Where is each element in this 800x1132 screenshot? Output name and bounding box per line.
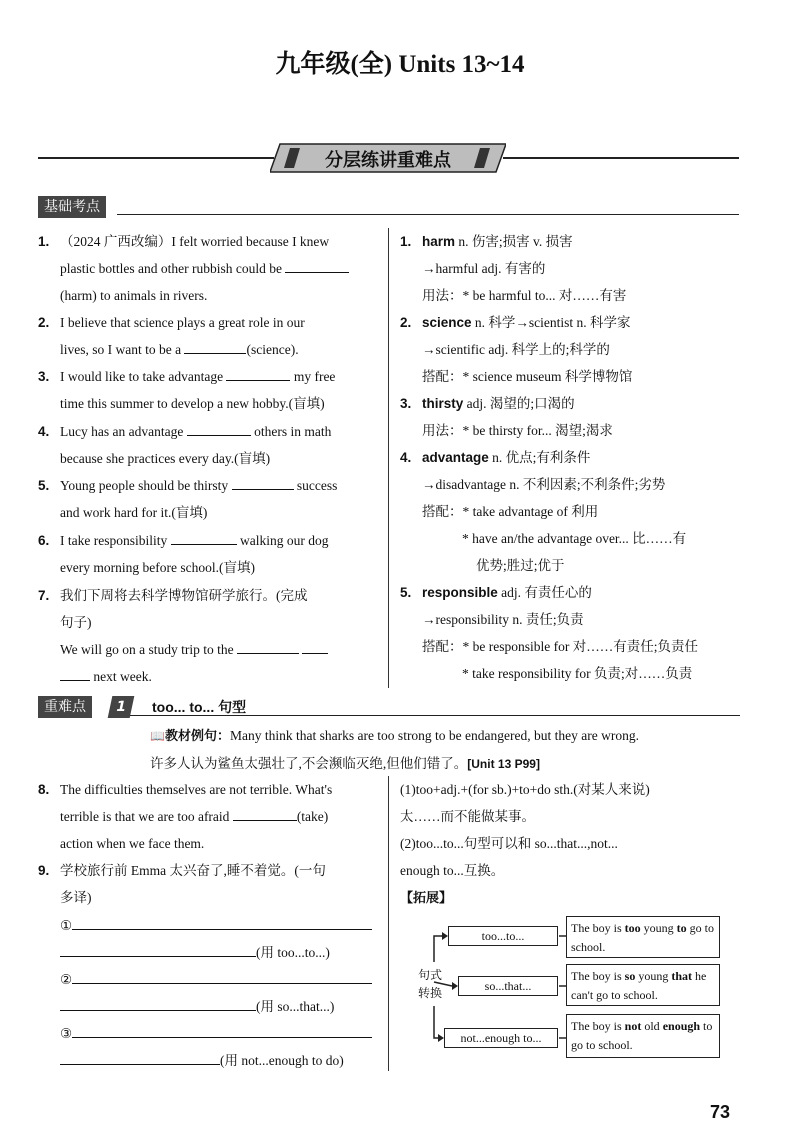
q9-option-3: ③ (用 not...enough to do): [60, 1020, 385, 1074]
answer-blank[interactable]: [226, 366, 290, 381]
divider-right: [503, 157, 739, 159]
answer-blank[interactable]: [60, 996, 256, 1011]
section-tag-basic: 基础考点: [38, 196, 106, 218]
question-7: 7. 我们下周将去科学博物馆研学旅行。(完成 句子) We will go on a study trip to the next week.: [38, 582, 383, 690]
answer-blank[interactable]: [72, 969, 372, 984]
sentence-so-that: The boy is so young that he can't go to school.: [566, 964, 720, 1006]
section-underline: [117, 214, 739, 215]
answer-blank[interactable]: [285, 258, 349, 273]
answer-blank[interactable]: [60, 942, 256, 957]
key-underline: [130, 715, 740, 716]
answer-blank[interactable]: [187, 421, 251, 436]
answer-blank[interactable]: [60, 1050, 220, 1065]
answer-blank[interactable]: [232, 475, 294, 490]
example-block: 📖教材例句：Many think that sharks are too strong to be endangered, but they are wrong. 许多人认为鲨鱼太强壮了,不会濒临灭绝,但他们错了。[Unit 13 P99]: [150, 728, 639, 771]
answer-blank[interactable]: [72, 1023, 372, 1038]
question-5: 5. Young people should be thirsty success and work hard for it.(盲填): [38, 472, 383, 526]
book-icon: 📖: [150, 729, 165, 743]
question-2: 2. I believe that science plays a great role in our lives, so I want to be a (science).: [38, 315, 305, 357]
column-divider: [388, 228, 389, 688]
pattern-so-that: so...that...: [458, 976, 558, 996]
question-9: 9. 学校旅行前 Emma 太兴奋了,睡不着觉。(一句 多译): [38, 863, 326, 905]
answer-blank[interactable]: [72, 915, 372, 930]
note-4: 4. advantage n. 优点;有利条件 →disadvantage n. 不利因素;不利条件;劣势 搭配：* take advantage of 利用 * have an/the advantage over... 比……有 优势;胜过;优于: [400, 450, 687, 573]
page-title: 九年级(全) Units 13~14: [275, 51, 525, 78]
sentence-diagram: [414, 914, 744, 1064]
page-number: 73: [710, 1102, 731, 1122]
note-5: 5. responsible adj. 有责任心的 →responsibility n. 责任;负责 搭配：* be responsible for 对……有责任;负责任 * take responsibility for 负责;对……负责: [400, 585, 698, 681]
side-label: 句式 转换: [418, 968, 443, 1000]
note-3: 3. thirsty adj. 渴望的;口渴的 用法：* be thirsty for... 渴望;渴求: [400, 396, 613, 438]
answer-blank[interactable]: [60, 666, 90, 681]
section-tag-key: 重难点: [38, 696, 92, 718]
section-banner: [270, 142, 506, 174]
rule-notes: (1)too+adj.+(for sb.)+to+do sth.(对某人来说) 太……而不能做某事。 (2)too...to...句型可以和 so...that...,not... enough to...互换。 【拓展】: [400, 782, 650, 905]
sentence-not-enough: The boy is not old enough to go to school.: [566, 1014, 720, 1058]
column-divider-lower: [388, 776, 389, 1071]
note-1: 1. harm n. 伤害;损害 v. 损害 →harmful adj. 有害的 用法：* be harmful to... 对……有害: [400, 234, 627, 303]
q9-option-1: ① (用 too...to...): [60, 912, 385, 966]
key-title: too... to... 句型: [152, 699, 247, 715]
question-8: 8. The difficulties themselves are not terrible. What's terrible is that we are too afraid (take) action when we face them.: [38, 782, 333, 851]
answer-blank[interactable]: [184, 339, 246, 354]
key-number: 1: [108, 696, 135, 718]
pattern-not-enough: not...enough to...: [444, 1028, 558, 1048]
answer-blank[interactable]: [302, 639, 328, 654]
question-3: 3. I would like to take advantage my free time this summer to develop a new hobby.(盲填): [38, 363, 383, 417]
answer-blank[interactable]: [171, 530, 237, 545]
answer-blank[interactable]: [237, 639, 299, 654]
divider-left: [38, 157, 274, 159]
answer-blank[interactable]: [233, 806, 297, 821]
sentence-too-to: The boy is too young to go to school.: [566, 916, 720, 958]
question-4: 4. Lucy has an advantage others in math because she practices every day.(盲填): [38, 418, 383, 472]
banner-text: 分层练讲重难点: [325, 150, 451, 170]
note-2: 2. science n. 科学→scientist n. 科学家 →scientific adj. 科学上的;科学的 搭配：* science museum 科学博物馆: [400, 315, 633, 384]
pattern-too-to: too...to...: [448, 926, 558, 946]
question-1: 1. （2024 广西改编）I felt worried because I knew plastic bottles and other rubbish could be (harm) to animals in rivers.: [38, 228, 383, 309]
q9-option-2: ② (用 so...that...): [60, 966, 385, 1020]
question-6: 6. I take responsibility walking our dog every morning before school.(盲填): [38, 527, 383, 581]
